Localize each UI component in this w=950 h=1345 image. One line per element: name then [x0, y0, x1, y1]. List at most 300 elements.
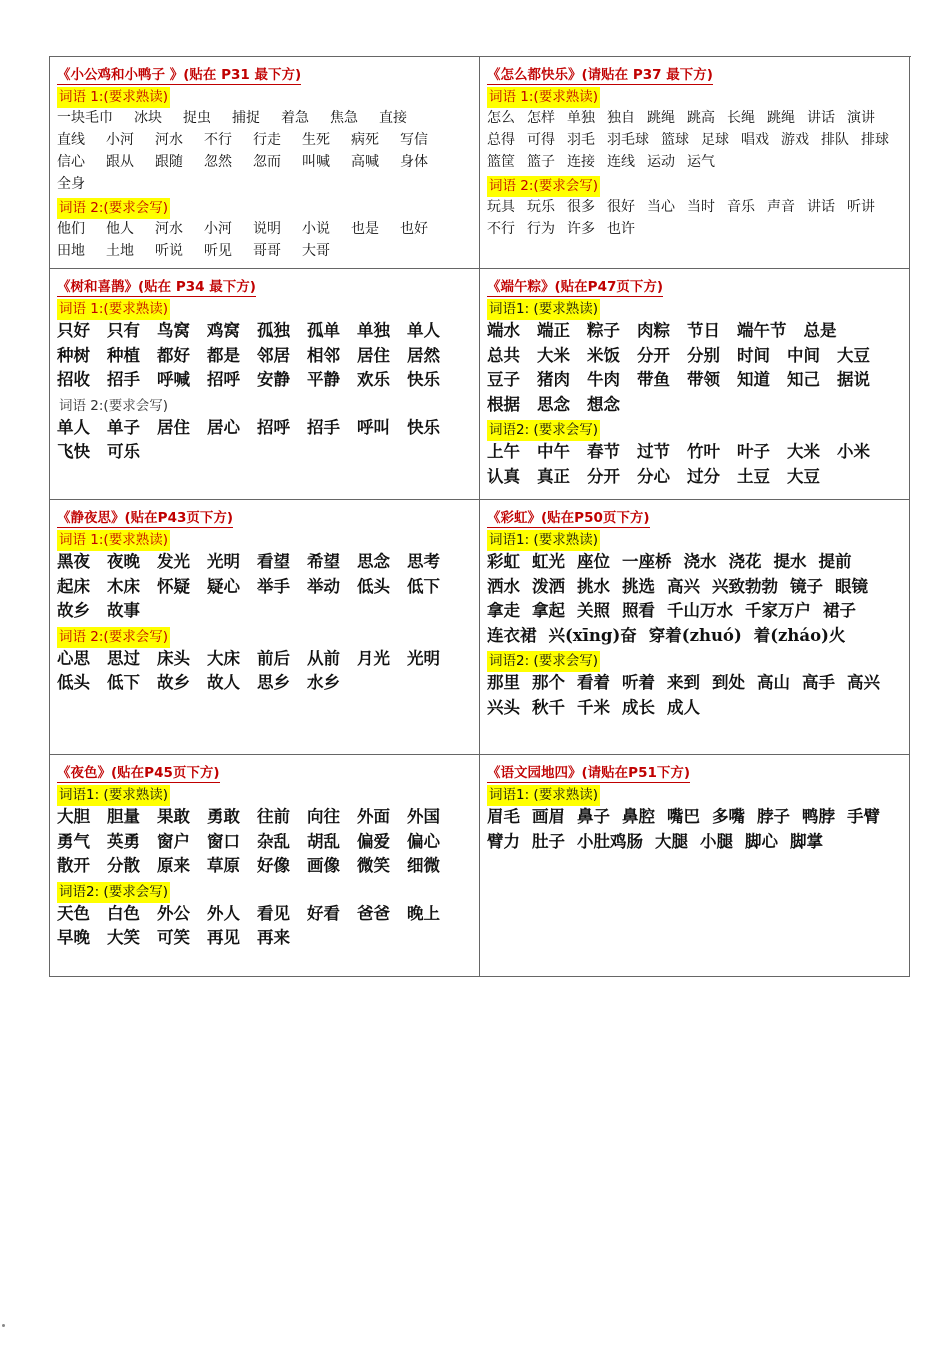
vocab-word: 直接: [379, 110, 407, 126]
vocab-word: 过分: [687, 466, 720, 486]
vocab-word: 故人: [207, 673, 240, 692]
vocab-word: 哥哥: [253, 243, 281, 259]
vocab-word: 外面: [357, 807, 390, 826]
vocab-word: 叫喊: [302, 154, 330, 170]
vocab-word: 河水: [155, 132, 183, 148]
vocab-word: 黑夜: [57, 552, 90, 571]
vocab-word: 快乐: [407, 370, 440, 389]
vocab-word: 分心: [637, 466, 670, 486]
vocab-word: 千米: [577, 697, 610, 717]
vocab-word: 篮球: [661, 132, 689, 148]
vocab-word: 高山: [757, 673, 790, 692]
lesson-cell: [50, 269, 480, 500]
vocab-word: 种树: [57, 345, 90, 365]
vocab-word: 不行: [204, 132, 232, 148]
vocab-word: 提水: [773, 552, 807, 571]
vocab-word: 微笑: [357, 856, 390, 875]
vocab-word: 白色: [107, 903, 140, 923]
vocab-word: 不行: [487, 221, 515, 237]
vocab-word: 节日: [687, 321, 720, 340]
vocab-word: 招呼: [257, 417, 290, 437]
vocab-word: 总得: [487, 132, 515, 148]
vocab-word: 也好: [400, 221, 428, 237]
vocab-word: 总共: [487, 345, 520, 365]
vocab-word: 手臂: [847, 807, 880, 826]
vocab-word: 捉虫: [183, 110, 211, 126]
vocab-word: 招手: [307, 417, 340, 437]
vocab-word: 单人: [57, 417, 90, 437]
vocab-word: 细微: [407, 856, 440, 875]
vocab-word: 行走: [253, 132, 281, 148]
vocab-word: 兴头: [487, 697, 520, 717]
vocab-word: 连衣裙: [487, 625, 537, 645]
vocab-word: 端午节: [737, 321, 787, 340]
vocab-word: 向往: [307, 807, 340, 826]
vocab-word: 跳绳: [767, 110, 795, 126]
vocab-word: 认真: [487, 466, 520, 486]
vocab-word: 焦急: [330, 110, 358, 126]
vocab-word: 带鱼: [637, 370, 670, 389]
vocab-word: 鸡窝: [207, 321, 240, 340]
word-list-write: [57, 647, 473, 696]
vocab-word: 忽然: [204, 154, 232, 170]
word-list-read: [487, 319, 903, 417]
vocab-word: 嘴巴: [667, 807, 700, 826]
vocab-word: 思考: [407, 552, 440, 571]
vocab-word: 思念: [537, 394, 570, 414]
vocab-word: 怎样: [527, 110, 555, 126]
section-label-write: 词语2: (要求会写): [487, 651, 600, 672]
vocab-word: 勇敢: [207, 807, 240, 826]
vocab-word: 小肚鸡肠: [577, 831, 643, 851]
vocab-word: 写信: [400, 132, 428, 148]
vocab-word: 春节: [587, 442, 620, 461]
vocab-word: 听说: [155, 243, 183, 259]
vocabulary-table: [49, 56, 911, 977]
vocab-word: 羽毛球: [607, 132, 649, 148]
vocab-word: 快乐: [407, 417, 440, 437]
vocab-word: 大米: [787, 442, 820, 461]
vocab-word: 彩虹: [487, 552, 520, 571]
vocab-word: 胆量: [107, 807, 140, 826]
vocab-word: 当心: [647, 199, 675, 215]
vocab-word: 讲话: [807, 199, 835, 215]
vocab-word: 成人: [667, 697, 700, 717]
vocab-word: 水乡: [307, 673, 340, 692]
vocab-word: 原来: [157, 856, 190, 875]
vocab-word: 总是: [803, 321, 837, 340]
vocab-word: 那里: [487, 673, 520, 692]
vocab-word: 大胆: [57, 807, 90, 826]
vocab-word: 裙子: [823, 601, 856, 620]
vocab-word: 河水: [155, 221, 183, 237]
vocab-word: 希望: [307, 552, 340, 571]
vocab-word: 成长: [622, 697, 655, 717]
word-list-write: [57, 218, 473, 262]
vocab-word: 思念: [357, 552, 390, 571]
vocab-word: 单子: [107, 417, 140, 437]
vocab-word: 再见: [207, 928, 240, 947]
vocab-word: 真正: [537, 466, 570, 486]
lesson-cell: [50, 755, 480, 977]
vocab-word: 光明: [207, 552, 240, 571]
vocab-word: 鼻子: [577, 807, 610, 826]
vocab-word: 中午: [537, 442, 570, 461]
vocab-word: 牛肉: [587, 370, 620, 389]
vocab-word: 果敢: [157, 807, 190, 826]
vocab-word: 浇花: [728, 552, 762, 571]
word-list-read: [487, 107, 903, 173]
vocab-word: 孤独: [257, 321, 290, 340]
vocab-word: 窗户: [157, 831, 190, 851]
vocab-word: 大笑: [107, 928, 140, 947]
vocab-word: 怎么: [487, 110, 515, 126]
vocab-word: 高兴: [667, 576, 700, 596]
vocab-word: 偏爱: [357, 831, 390, 851]
vocab-word: 排队: [821, 132, 849, 148]
vocab-word: 泼洒: [532, 576, 565, 596]
vocab-word: 足球: [701, 132, 729, 148]
vocab-word: 安静: [257, 370, 290, 389]
vocab-word: 心思: [57, 648, 90, 668]
vocab-word: 跳绳: [647, 110, 675, 126]
vocab-word: 光明: [407, 648, 440, 668]
vocab-word: 小米: [837, 442, 870, 461]
section-label-read: 词语1: (要求熟读): [57, 785, 170, 806]
vocab-word: 着(zháo)火: [753, 625, 846, 645]
vocab-word: 床头: [157, 648, 190, 668]
vocab-word: 小腿: [700, 831, 733, 851]
vocab-word: 单人: [407, 321, 440, 340]
vocab-word: 着急: [281, 110, 309, 126]
vocab-word: 忽而: [253, 154, 281, 170]
vocab-word: 听着: [622, 673, 655, 692]
vocab-word: 肉粽: [637, 321, 670, 340]
vocab-word: 直线: [57, 132, 85, 148]
vocab-word: 兴(xīng)奋: [548, 625, 637, 645]
vocab-word: 来到: [667, 673, 700, 692]
vocab-word: 脚掌: [790, 831, 823, 851]
vocab-word: 外人: [207, 903, 240, 923]
vocab-word: 单独: [357, 321, 390, 340]
vocab-word: 都是: [207, 345, 240, 365]
vocab-word: 照看: [622, 601, 655, 620]
section-label-read: 词语1: (要求熟读): [487, 785, 600, 806]
vocab-word: 中间: [787, 345, 820, 365]
vocab-word: 可笑: [157, 928, 190, 947]
vocab-word: 鸟窝: [157, 321, 190, 340]
vocab-word: 举手: [257, 576, 290, 596]
vocab-word: 眉毛: [487, 807, 520, 826]
section-label-write: 词语 2:(要求会写): [59, 397, 168, 414]
vocab-word: 篮筐: [487, 154, 515, 170]
vocab-word: 长绳: [727, 110, 755, 126]
vocab-word: 只好: [57, 321, 90, 340]
vocab-word: 豆子: [487, 370, 520, 389]
vocab-word: 知己: [787, 370, 820, 389]
lesson-cell: [480, 57, 910, 269]
section-label-read: 词语 1:(要求熟读): [487, 87, 600, 108]
word-list-write: [57, 416, 473, 465]
vocab-word: 画像: [307, 856, 340, 875]
vocab-word: 穿着(zhuó): [648, 625, 742, 645]
vocab-word: 只有: [107, 321, 140, 340]
vocab-word: 土豆: [737, 466, 770, 486]
vocab-word: 也许: [607, 221, 635, 237]
vocab-word: 行为: [527, 221, 555, 237]
vocab-word: 杂乱: [257, 831, 290, 851]
lesson-title: 《语文园地四》(请贴在P51下方): [487, 765, 691, 781]
vocab-word: 呼叫: [357, 417, 390, 437]
word-list-read: [57, 319, 473, 393]
vocab-word: 欢乐: [357, 370, 390, 389]
vocab-word: 相邻: [307, 345, 340, 365]
section-label-write: 词语2: (要求会写): [487, 420, 600, 441]
vocab-word: 一块毛巾: [57, 110, 113, 126]
vocab-word: 呼喊: [157, 370, 190, 389]
vocab-word: 米饭: [587, 345, 620, 365]
vocab-word: 听见: [204, 243, 232, 259]
vocab-word: 身体: [400, 154, 428, 170]
vocab-word: 小说: [302, 221, 330, 237]
vocab-word: 音乐: [727, 199, 755, 215]
vocab-word: 孤单: [307, 321, 340, 340]
vocab-word: 想念: [587, 394, 620, 414]
vocab-word: 低头: [57, 673, 90, 692]
vocab-word: 外公: [157, 903, 190, 923]
vocab-word: 演讲: [847, 110, 875, 126]
vocab-word: 田地: [57, 243, 85, 259]
vocab-word: 声音: [767, 199, 795, 215]
lesson-cell: [50, 57, 480, 269]
word-list-write: [487, 671, 903, 720]
vocab-word: 故乡: [57, 601, 90, 620]
vocab-word: 拿走: [487, 601, 520, 620]
vocab-word: 都好: [157, 345, 190, 365]
vocab-word: 好像: [257, 856, 290, 875]
vocab-word: 虹光: [532, 552, 565, 571]
vocab-word: 洒水: [487, 576, 520, 596]
vocab-word: 端水: [487, 321, 520, 340]
vocab-word: 分别: [687, 345, 720, 365]
vocab-word: 飞快: [57, 442, 90, 461]
word-list-read: [487, 805, 903, 854]
vocab-word: 猪肉: [537, 370, 570, 389]
lesson-cell: [480, 269, 910, 500]
vocab-word: 时间: [737, 345, 770, 365]
vocab-word: 胡乱: [307, 831, 340, 851]
vocab-word: 小河: [106, 132, 134, 148]
vocab-word: 那个: [532, 673, 565, 692]
vocab-word: 从前: [307, 648, 340, 668]
vocab-word: 端正: [537, 321, 570, 340]
vocab-word: 也是: [351, 221, 379, 237]
vocab-word: 大米: [537, 345, 570, 365]
vocab-word: 带领: [687, 370, 720, 389]
vocab-word: 鸭脖: [802, 807, 835, 826]
vocab-word: 往前: [257, 807, 290, 826]
vocab-word: 看着: [577, 673, 610, 692]
vocab-word: 很多: [567, 199, 595, 215]
vocab-word: 招手: [107, 370, 140, 389]
vocab-word: 跟从: [106, 154, 134, 170]
vocab-word: 分开: [637, 345, 670, 365]
vocab-word: 讲话: [807, 110, 835, 126]
vocab-word: 排球: [861, 132, 889, 148]
word-list-read: [57, 805, 473, 879]
vocab-word: 镜子: [790, 576, 823, 596]
vocab-word: 木床: [107, 576, 140, 596]
vocab-word: 千山万水: [667, 601, 733, 620]
vocab-word: 肚子: [532, 831, 565, 851]
word-list-write: [487, 196, 903, 240]
vocab-word: 捕捉: [232, 110, 260, 126]
vocab-word: 他们: [57, 221, 85, 237]
vocab-word: 独自: [607, 110, 635, 126]
vocab-word: 居然: [407, 345, 440, 365]
vocab-word: 再来: [257, 928, 290, 947]
vocab-word: 可得: [527, 132, 555, 148]
vocab-word: 鼻腔: [622, 807, 655, 826]
vocab-word: 天色: [57, 903, 90, 923]
vocab-word: 病死: [351, 132, 379, 148]
vocab-word: 大豆: [837, 345, 870, 365]
vocab-word: 招收: [57, 370, 90, 389]
vocab-word: 玩乐: [527, 199, 555, 215]
vocab-word: 居住: [357, 345, 390, 365]
vocab-word: 故乡: [157, 673, 190, 692]
vocab-word: 拿起: [532, 601, 565, 620]
vocab-word: 平静: [307, 370, 340, 389]
vocab-word: 分散: [107, 856, 140, 875]
lesson-title: 《怎么都快乐》(请贴在 P37 最下方): [487, 67, 713, 83]
vocab-word: 一座桥: [622, 552, 672, 571]
vocab-word: 疑心: [207, 576, 240, 596]
vocab-word: 土地: [106, 243, 134, 259]
vocab-word: 跟随: [155, 154, 183, 170]
vocab-word: 居心: [207, 417, 240, 437]
vocab-word: 生死: [302, 132, 330, 148]
vocab-word: 运气: [687, 154, 715, 170]
word-list-write: [57, 902, 473, 951]
vocab-word: 挑水: [577, 576, 610, 596]
word-list-read: [57, 107, 473, 195]
section-label-read: 词语 1:(要求熟读): [57, 87, 170, 108]
vocab-word: 好看: [307, 903, 340, 923]
vocab-word: 听讲: [847, 199, 875, 215]
vocab-word: 窗口: [207, 831, 240, 851]
vocab-word: 低下: [107, 673, 140, 692]
vocab-word: 偏心: [407, 831, 440, 851]
vocab-word: 晚上: [407, 903, 440, 923]
vocab-word: 过节: [637, 442, 670, 461]
section-label-write: 词语 2:(要求会写): [57, 627, 170, 648]
vocab-word: 看见: [257, 903, 290, 923]
lesson-cell: [50, 500, 480, 755]
word-list-read: [487, 550, 903, 648]
vocab-word: 故事: [107, 601, 140, 620]
vocab-word: 低头: [357, 576, 390, 596]
vocab-word: 知道: [737, 370, 770, 389]
vocab-word: 羽毛: [567, 132, 595, 148]
lesson-title: 《小公鸡和小鸭子 》(贴在 P31 最下方): [57, 67, 302, 83]
vocab-word: 脚心: [745, 831, 778, 851]
lesson-cell: [480, 755, 910, 977]
vocab-word: 许多: [567, 221, 595, 237]
vocab-word: 他人: [106, 221, 134, 237]
vocab-word: 种植: [107, 345, 140, 365]
vocab-word: 大豆: [787, 466, 820, 486]
page-mark: [2, 1324, 5, 1327]
lesson-title: 《端午粽》(贴在P47页下方): [487, 279, 664, 295]
vocab-word: 画眉: [532, 807, 565, 826]
vocab-word: 冰块: [134, 110, 162, 126]
section-label-read: 词语1: (要求熟读): [487, 530, 600, 551]
vocab-word: 秋千: [532, 697, 565, 717]
vocab-word: 勇气: [57, 831, 90, 851]
vocab-word: 兴致勃勃: [712, 576, 778, 596]
vocab-word: 唱戏: [741, 132, 769, 148]
vocab-word: 到处: [712, 673, 745, 692]
section-label-read: 词语 1:(要求熟读): [57, 299, 170, 320]
vocab-word: 连接: [567, 154, 595, 170]
section-label-write: 词语 2:(要求会写): [57, 198, 170, 219]
vocab-word: 大哥: [302, 243, 330, 259]
vocab-word: 高喊: [351, 154, 379, 170]
vocab-word: 月光: [357, 648, 390, 668]
vocab-word: 低下: [407, 576, 440, 596]
vocab-word: 前后: [257, 648, 290, 668]
vocab-word: 玩具: [487, 199, 515, 215]
vocab-word: 篮子: [527, 154, 555, 170]
vocab-word: 招呼: [207, 370, 240, 389]
vocab-word: 脖子: [757, 807, 790, 826]
lesson-cell: [480, 500, 910, 755]
vocab-word: 小河: [204, 221, 232, 237]
vocab-word: 夜晚: [107, 552, 140, 571]
vocab-word: 早晚: [57, 928, 90, 947]
vocab-word: 关照: [577, 601, 610, 620]
vocab-word: 提前: [818, 552, 852, 571]
vocab-word: 看望: [257, 552, 290, 571]
vocab-word: 当时: [687, 199, 715, 215]
vocab-word: 跳高: [687, 110, 715, 126]
vocab-word: 举动: [307, 576, 340, 596]
vocab-word: 思过: [107, 648, 140, 668]
lesson-title: 《彩虹》(贴在P50页下方): [487, 510, 650, 526]
vocab-word: 信心: [57, 154, 85, 170]
vocab-word: 挑选: [622, 576, 655, 596]
vocab-word: 很好: [607, 199, 635, 215]
vocab-word: 起床: [57, 576, 90, 596]
vocab-word: 连线: [607, 154, 635, 170]
vocab-word: 怀疑: [157, 576, 190, 596]
word-list-write: [487, 440, 903, 489]
vocab-word: 千家万户: [745, 601, 811, 620]
vocab-word: 邻居: [257, 345, 290, 365]
vocab-word: 外国: [407, 807, 440, 826]
vocab-word: 座位: [577, 552, 610, 571]
section-label-write: 词语 2:(要求会写): [487, 176, 600, 197]
vocab-word: 说明: [253, 221, 281, 237]
vocab-word: 英勇: [107, 831, 140, 851]
vocab-word: 上午: [487, 442, 520, 461]
vocab-word: 臂力: [487, 831, 520, 851]
section-label-read: 词语1: (要求熟读): [487, 299, 600, 320]
vocab-word: 发光: [157, 552, 190, 571]
vocab-word: 高兴: [847, 673, 880, 692]
vocab-word: 眼镜: [835, 576, 868, 596]
